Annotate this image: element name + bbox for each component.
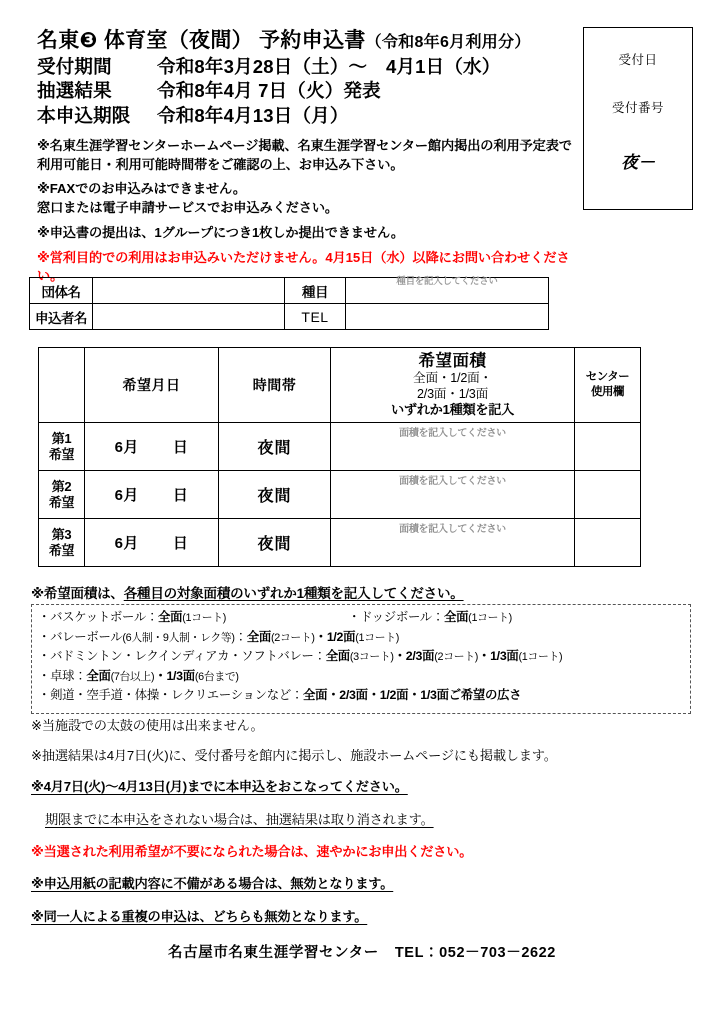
sport-0-right-value: 全面 (443, 610, 469, 624)
pre-note-1: ※FAXでのお申込みはできません。 (37, 181, 246, 197)
sport-3-value2: ・1/3面 (154, 668, 195, 683)
desired-area-header (331, 348, 575, 423)
sport-3-value-note: (7台以上) (110, 670, 155, 683)
desired-day-2: 日 (172, 487, 189, 504)
final-deadline-label: 本申込期限 (37, 104, 131, 126)
desired-date-field-3[interactable] (85, 519, 219, 567)
pre-note-0: ※名東生涯学習センターホームページ掲載、名東生涯学習センター館内掲出の利用予定表で利用可能日・利用可能時間帯をご確認の上、お申込み下さい。 (37, 138, 572, 172)
sport-0-value-note: (1コート) (182, 612, 227, 624)
applicant-name-field[interactable] (93, 304, 285, 330)
list-item (38, 650, 684, 670)
desired-day-1: 日 (172, 439, 189, 456)
table-row (30, 304, 549, 330)
reception-period-label: 受付期間 (37, 55, 112, 77)
list-item (38, 631, 684, 651)
lottery-result-value: 令和8年4月 7日（火）発表 (157, 80, 381, 102)
area-note-underlined: 各種目の対象面積のいずれか1種類を記入してください。 (123, 586, 464, 601)
sport-4-value: 全面・2/3面・1/2面・1/3面ご希望の広さ (303, 688, 522, 702)
final-deadline-line (37, 104, 567, 128)
desired-date-header: 希望月日 (85, 348, 219, 423)
sport-2-value2: ・2/3面 (393, 649, 435, 663)
event-type-label: 種目 (285, 278, 346, 304)
list-item (38, 689, 684, 709)
applicant-table (29, 277, 549, 330)
event-type-field[interactable] (346, 278, 549, 304)
sport-2-value3-note: (1コート) (518, 651, 563, 663)
desired-area-sub1: 全面・1/2面・ (413, 371, 492, 386)
sport-0-right (348, 611, 512, 624)
sport-4-sep: ： (290, 688, 304, 702)
tail-notes (31, 718, 711, 941)
tail-note-1: ※抽選結果は4月7日(火)に、受付番号を館内に掲示し、施設ホームページにも掲載します。 (31, 748, 557, 764)
footer (0, 941, 724, 962)
table-row (39, 519, 641, 567)
choice-rank-1 (39, 423, 85, 471)
sport-1-value2-note: (1コート) (355, 631, 400, 644)
receipt-code: 夜－ (621, 153, 655, 172)
applicant-name-label: 申込者名 (30, 304, 93, 330)
desired-area-field-1[interactable] (331, 423, 575, 471)
sport-2-value2-note: (2コート) (434, 651, 478, 663)
sport-2-value: 全面 (325, 649, 350, 663)
time-slot-value-1: 夜間 (219, 423, 331, 471)
list-item (38, 611, 684, 631)
center-use-line1: センター (585, 371, 630, 384)
receipt-number-label: 受付番号 (611, 101, 664, 115)
tel-field[interactable] (346, 304, 549, 330)
receipt-date-label: 受付日 (618, 53, 658, 67)
group-name-field[interactable] (93, 278, 285, 304)
choice-rank-2-line2: 希望 (48, 494, 75, 510)
sport-4-name: ・剣道・空手道・体操・レクリエーションなど (38, 688, 291, 702)
center-tel: TEL：052－703－2622 (394, 945, 556, 961)
time-slot-value-2: 夜間 (219, 471, 331, 519)
desired-date-field-2[interactable] (85, 471, 219, 519)
table-header-row (39, 348, 641, 423)
desired-month-2: 6月 (114, 487, 139, 504)
center-use-field-1[interactable] (575, 423, 641, 471)
area-note (31, 582, 464, 602)
page-title-period: （令和8年6月利用分） (365, 34, 531, 51)
choice-rank-2 (39, 471, 85, 519)
sports-area-list (31, 604, 691, 714)
sport-3-value: 全面 (86, 668, 111, 683)
center-use-header (575, 348, 641, 423)
sport-0-right-value-note: (1コート) (468, 612, 512, 624)
lottery-result-line (37, 79, 567, 103)
sport-1-value-note: (2コート) (270, 631, 315, 644)
desired-area-hint-3: 面積を記入してください (399, 524, 506, 535)
time-slot-header: 時間帯 (219, 348, 331, 423)
tail-note-0: ※当施設での太鼓の使用は出来ません。 (31, 718, 264, 733)
sport-1-name: ・バレーボール (38, 629, 123, 644)
reception-period-value: 令和8年3月28日（土）～ 4月1日（水） (157, 55, 501, 77)
table-row (39, 471, 641, 519)
desired-area-sub3: いずれか1種類を記入 (390, 401, 515, 417)
desired-date-field-1[interactable] (85, 423, 219, 471)
group-name-label: 団体名 (30, 278, 93, 304)
sport-0-name: ・バスケットボール (38, 610, 146, 624)
choice-rank-3-line1: 第3 (51, 527, 72, 543)
tail-note-3: 期限までに本申込をされない場合は、抽選結果は取り消されます。 (45, 812, 434, 828)
area-note-prefix: ※希望面積は、 (31, 586, 124, 601)
center-use-line2: 使用欄 (591, 386, 624, 398)
sport-2-sep: ： (313, 649, 326, 663)
sport-0-right-name: ・ドッジボール (348, 610, 432, 624)
sport-1-sep: ： (234, 629, 247, 644)
tail-note-5: ※申込用紙の記載内容に不備がある場合は、無効となります。 (31, 875, 394, 891)
reservation-table (38, 347, 641, 567)
desired-area-sub2: 2/3面・1/3面 (417, 386, 488, 401)
sport-1-name-note: (6人制・9人制・レク等) (122, 631, 235, 644)
pre-note-4: ※営利目的での利用はお申込みいただけません。4月15日（水）以降にお問い合わせください。 (37, 249, 570, 284)
tail-note-3-row (31, 811, 711, 829)
pre-note-3: ※申込書の提出は、1グループにつき1枚しか提出できません。 (37, 224, 404, 240)
desired-month-3: 6月 (114, 535, 139, 552)
tail-note-6-row (31, 908, 711, 926)
title-block (37, 27, 567, 128)
table-row (30, 278, 549, 304)
desired-area-hint-1: 面積を記入してください (399, 428, 506, 439)
sport-1-value: 全面 (246, 629, 271, 644)
choice-rank-2-line1: 第2 (51, 479, 72, 495)
sport-2-value3: ・1/3面 (478, 649, 519, 663)
preliminary-notes (37, 137, 577, 286)
desired-area-field-3[interactable] (331, 519, 575, 567)
table-row (39, 423, 641, 471)
page-title (37, 27, 567, 55)
sport-0-right-sep: ： (431, 610, 444, 624)
receipt-stamp-box (583, 27, 693, 210)
choice-rank-3 (39, 519, 85, 567)
final-deadline-value: 令和8年4月13日（月） (157, 104, 349, 126)
sport-3-value2-note: (6台まで) (194, 670, 239, 683)
tail-note-5-row (31, 875, 711, 893)
sport-3-name: ・卓球 (38, 668, 75, 683)
desired-area-hint-2: 面積を記入してください (399, 476, 506, 487)
tail-note-4: ※当選された利用希望が不要になられた場合は、速やかにお申出ください。 (31, 844, 473, 860)
sport-3-sep: ： (74, 668, 87, 683)
sport-0-sep: ： (145, 610, 159, 624)
sport-1-value2: ・1/2面 (314, 629, 356, 644)
tail-note-6: ※同一人による重複の申込は、どちらも無効となります。 (31, 908, 368, 924)
center-use-field-2[interactable] (575, 471, 641, 519)
sport-2-name: ・バドミントン・レクインディアカ・ソフトバレー (38, 649, 314, 663)
tail-note-2-row (31, 778, 711, 796)
time-slot-value-3: 夜間 (219, 519, 331, 567)
sport-2-value-note: (3コート) (349, 651, 394, 663)
choice-rank-1-line1: 第1 (51, 431, 72, 447)
desired-month-1: 6月 (114, 439, 139, 456)
sport-0-value: 全面 (158, 610, 183, 624)
page-title-text: 名東❸ 体育室（夜間） 予約申込書 (37, 29, 366, 52)
lottery-result-label: 抽選結果 (37, 80, 112, 102)
event-type-hint: 種目を記入してください (396, 276, 498, 287)
desired-area-title: 希望面積 (418, 352, 487, 371)
tel-label: TEL (285, 304, 346, 330)
desired-area-field-2[interactable] (331, 471, 575, 519)
center-use-field-3[interactable] (575, 519, 641, 567)
choice-rank-1-line2: 希望 (48, 446, 75, 462)
pre-note-2: 窓口または電子申請サービスでお申込みください。 (37, 200, 339, 216)
desired-day-3: 日 (172, 535, 189, 552)
list-item (38, 670, 684, 690)
center-name: 名古屋市名東生涯学習センター (168, 945, 379, 961)
reception-period-line (37, 55, 567, 79)
tail-note-2: ※4月7日(火)～4月13日(月)までに本申込をおこなってください。 (31, 779, 408, 795)
choice-rank-3-line2: 希望 (48, 542, 75, 558)
rank-header (39, 348, 85, 423)
